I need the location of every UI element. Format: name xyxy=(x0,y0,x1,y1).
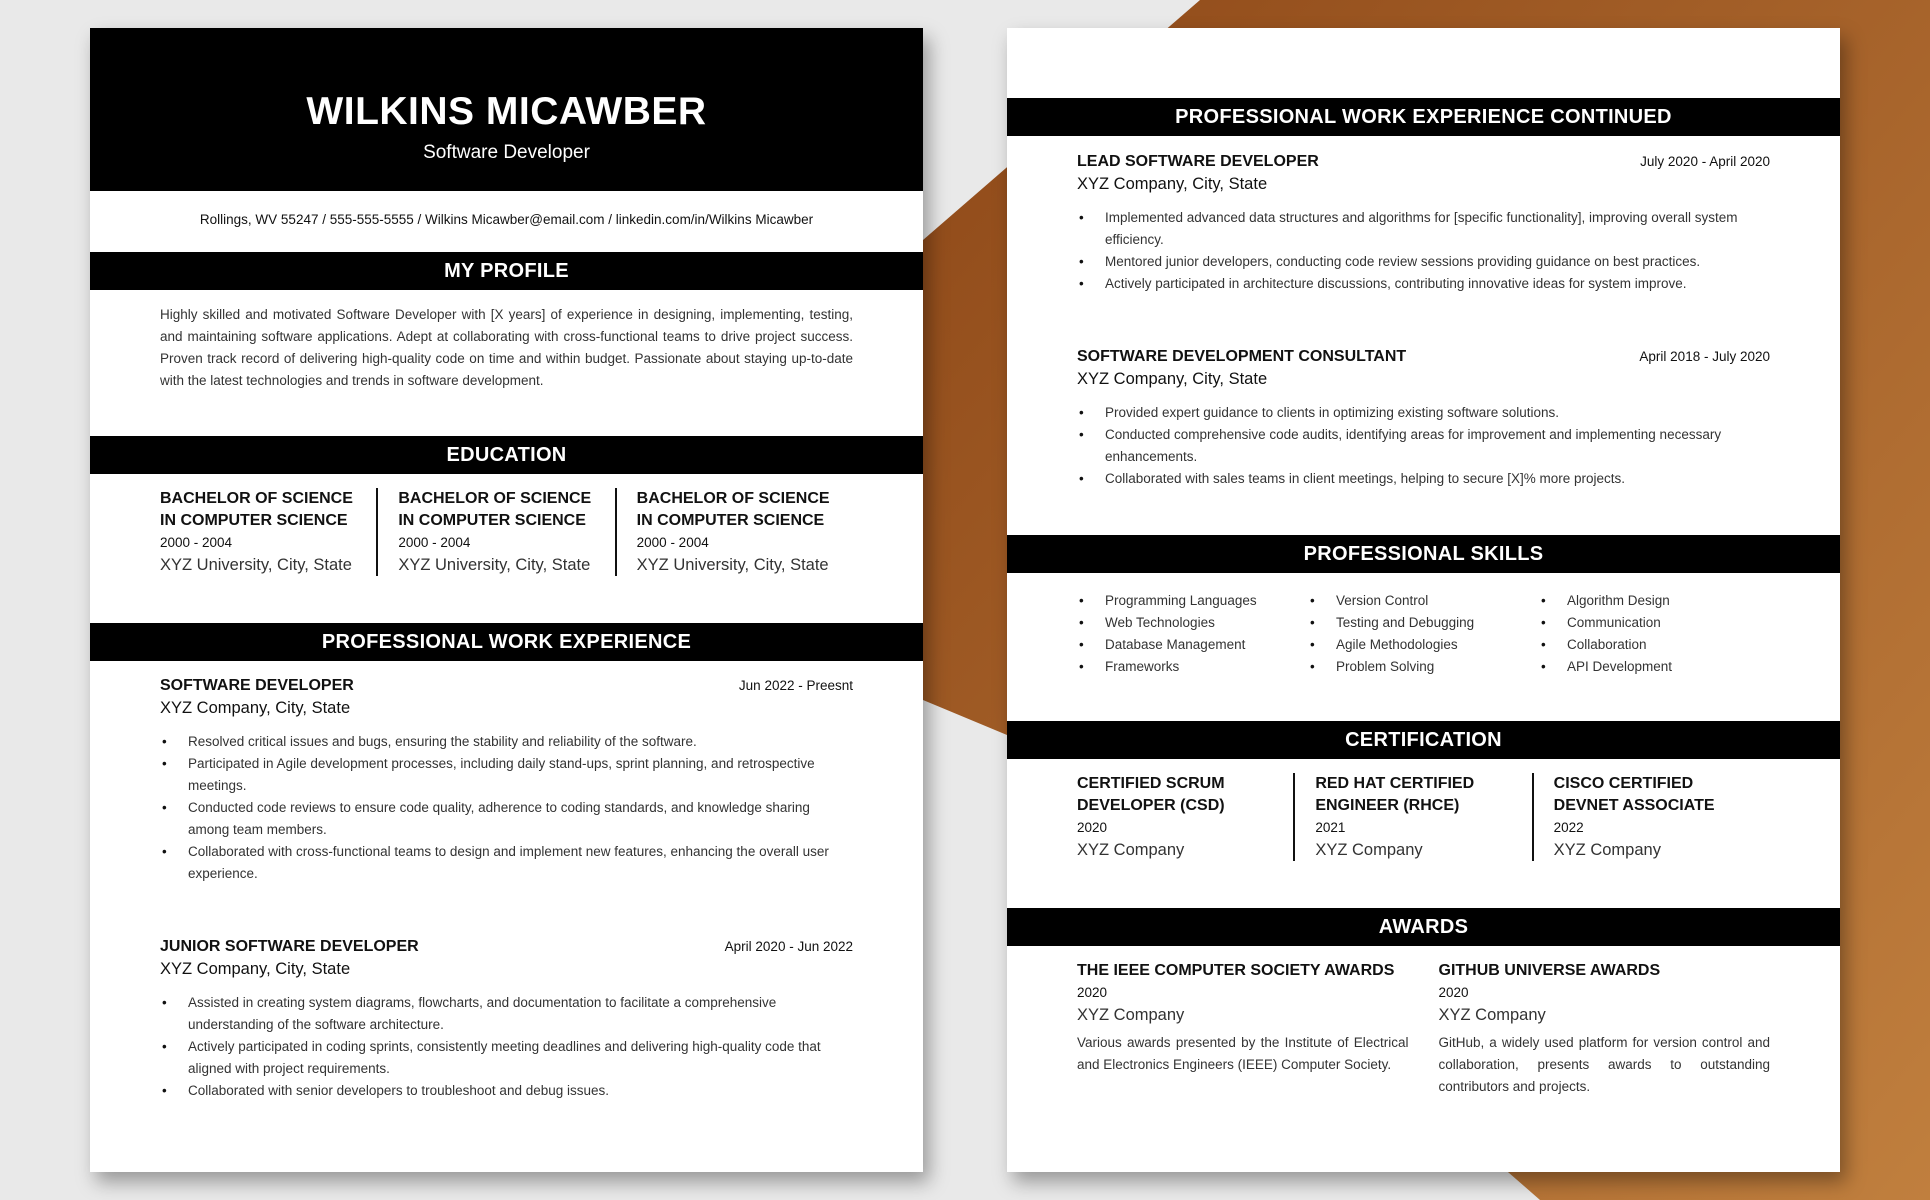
skill-item: • Database Management xyxy=(1077,634,1308,656)
skill-item: • API Development xyxy=(1539,656,1770,678)
bullet-item: • Participated in Agile development processes, including daily stand-ups, sprint planning, and retrospective meetings. xyxy=(160,753,853,797)
resume-header xyxy=(90,28,923,191)
certification-org: XYZ Company xyxy=(1315,841,1423,859)
award-item xyxy=(1077,960,1439,1098)
award-name: GITHUB UNIVERSE AWARDS xyxy=(1438,962,1661,979)
degree: BACHELOR OF SCIENCE IN COMPUTER SCIENCE xyxy=(160,490,353,529)
award-description: GitHub, a widely used platform for version control and collaboration, presents awards to outstanding contributors and projects. xyxy=(1438,1035,1770,1094)
job-title: JUNIOR SOFTWARE DEVELOPER xyxy=(160,938,419,955)
resume-page-1 xyxy=(90,28,923,1172)
certification-year: 2020 xyxy=(1077,820,1108,835)
certification-item xyxy=(1293,773,1531,861)
certification-item xyxy=(1077,773,1293,861)
award-year: 2020 xyxy=(1438,985,1469,1000)
award-description: Various awards presented by the Institute of Electrical and Electronics Engineers (IEEE) Computer Society. xyxy=(1077,1035,1409,1072)
education-years: 2000 - 2004 xyxy=(160,535,233,550)
job-company: XYZ Company, City, State xyxy=(160,960,351,978)
award-year: 2020 xyxy=(1077,985,1108,1000)
section-heading-education: EDUCATION xyxy=(90,436,923,474)
skill-item: • Collaboration xyxy=(1539,634,1770,656)
certification-org: XYZ Company xyxy=(1077,841,1185,859)
certification-item xyxy=(1532,773,1770,861)
certification-name: CERTIFIED SCRUM DEVELOPER (CSD) xyxy=(1077,775,1225,814)
job-header xyxy=(1077,346,1770,368)
education-item xyxy=(376,488,614,576)
bullet-item: • Implemented advanced data structures and algorithms for [specific functionality], improving overall system efficiency. xyxy=(1077,207,1770,251)
job-bullets xyxy=(160,992,853,1102)
section-heading-work-continued: PROFESSIONAL WORK EXPERIENCE CONTINUED xyxy=(1007,98,1840,136)
candidate-name: WILKINS MICAWBER xyxy=(306,90,707,133)
award-org: XYZ Company xyxy=(1438,1006,1546,1024)
section-heading-awards: AWARDS xyxy=(1007,908,1840,946)
job-entry xyxy=(90,936,923,1102)
job-title: LEAD SOFTWARE DEVELOPER xyxy=(1077,153,1319,170)
bullet-item: • Actively participated in architecture discussions, contributing innovative ideas for system improve. xyxy=(1077,273,1770,295)
awards-list xyxy=(1007,960,1840,1098)
bullet-item: • Conducted comprehensive code audits, identifying areas for improvement and implementing necessary enhancements. xyxy=(1077,424,1770,468)
job-header xyxy=(160,675,853,697)
skill-item: • Programming Languages xyxy=(1077,590,1308,612)
job-entry xyxy=(1007,151,1840,295)
bullet-item: • Resolved critical issues and bugs, ensuring the stability and reliability of the software. xyxy=(160,731,853,753)
job-header xyxy=(160,936,853,958)
job-bullets xyxy=(1077,402,1770,490)
bullet-item: • Assisted in creating system diagrams, flowcharts, and documentation to facilitate a comprehensive understanding of the software architecture. xyxy=(160,992,853,1036)
job-bullets xyxy=(1077,207,1770,295)
profile-text: Highly skilled and motivated Software Developer with [X years] of experience in designing, implementing, testing, and maintaining software applications. Adept at collaborating with cross-functional teams to drive project success. Proven track record of delivering high-quality code on time and within budget. Passionate about staying up-to-date with the latest technologies and trends in software development. xyxy=(160,307,853,388)
award-org: XYZ Company xyxy=(1077,1006,1185,1024)
job-entry xyxy=(90,675,923,885)
job-title: SOFTWARE DEVELOPER xyxy=(160,677,354,694)
job-header xyxy=(1077,151,1770,173)
bullet-item: • Collaborated with senior developers to troubleshoot and debug issues. xyxy=(160,1080,853,1102)
degree: BACHELOR OF SCIENCE IN COMPUTER SCIENCE xyxy=(398,490,592,529)
bullet-item: • Provided expert guidance to clients in optimizing existing software solutions. xyxy=(1077,402,1770,424)
award-name: THE IEEE COMPUTER SOCIETY AWARDS xyxy=(1077,962,1395,979)
skill-item: • Agile Methodologies xyxy=(1308,634,1539,656)
skill-item: • Problem Solving xyxy=(1308,656,1539,678)
section-heading-work: PROFESSIONAL WORK EXPERIENCE xyxy=(90,623,923,661)
certification-name: CISCO CERTIFIED DEVNET ASSOCIATE xyxy=(1553,775,1715,814)
award-item xyxy=(1439,960,1771,1098)
school: XYZ University, City, State xyxy=(160,556,352,574)
skill-item: • Web Technologies xyxy=(1077,612,1308,634)
bullet-item: • Mentored junior developers, conducting code review sessions providing guidance on best practices. xyxy=(1077,251,1770,273)
certification-year: 2022 xyxy=(1553,820,1584,835)
bullet-item: • Collaborated with cross-functional teams to design and implement new features, enhancing the overall user experience. xyxy=(160,841,853,885)
contact-info: Rollings, WV 55247 / 555-555-5555 / Wilkins Micawber@email.com / linkedin.com/in/Wilkins Micawber xyxy=(199,212,814,227)
certification-year: 2021 xyxy=(1315,820,1346,835)
section-heading-profile: MY PROFILE xyxy=(90,252,923,290)
job-dates: July 2020 - April 2020 xyxy=(1640,154,1770,169)
job-bullets xyxy=(160,731,853,885)
education-years: 2000 - 2004 xyxy=(636,535,709,550)
job-company: XYZ Company, City, State xyxy=(1077,370,1268,388)
skill-item: • Algorithm Design xyxy=(1539,590,1770,612)
school: XYZ University, City, State xyxy=(398,556,591,574)
skills-column xyxy=(1308,590,1539,678)
education-item xyxy=(160,488,376,576)
education-item xyxy=(615,488,853,576)
school: XYZ University, City, State xyxy=(636,556,829,574)
certification-list xyxy=(1007,773,1840,861)
certification-name: RED HAT CERTIFIED ENGINEER (RHCE) xyxy=(1315,775,1475,814)
skill-item: • Frameworks xyxy=(1077,656,1308,678)
job-company: XYZ Company, City, State xyxy=(160,699,351,717)
skill-item: • Version Control xyxy=(1308,590,1539,612)
job-dates: Jun 2022 - Preesnt xyxy=(738,678,853,693)
bullet-item: • Actively participated in coding sprints, consistently meeting deadlines and delivering high-quality code that aligned with project requirements. xyxy=(160,1036,853,1080)
education-list xyxy=(90,488,923,576)
candidate-role: Software Developer xyxy=(423,142,590,163)
skills-column xyxy=(1077,590,1308,678)
section-heading-certification: CERTIFICATION xyxy=(1007,721,1840,759)
job-entry xyxy=(1007,346,1840,490)
skills-list xyxy=(1007,590,1840,678)
job-dates: April 2018 - July 2020 xyxy=(1639,349,1770,364)
resume-page-2 xyxy=(1007,28,1840,1172)
certification-org: XYZ Company xyxy=(1553,841,1661,859)
skill-item: • Testing and Debugging xyxy=(1308,612,1539,634)
job-title: SOFTWARE DEVELOPMENT CONSULTANT xyxy=(1077,348,1407,365)
education-years: 2000 - 2004 xyxy=(398,535,471,550)
skills-column xyxy=(1539,590,1770,678)
job-company: XYZ Company, City, State xyxy=(1077,175,1268,193)
skill-item: • Communication xyxy=(1539,612,1770,634)
bullet-item: • Collaborated with sales teams in client meetings, helping to secure [X]% more projects. xyxy=(1077,468,1770,490)
section-heading-skills: PROFESSIONAL SKILLS xyxy=(1007,535,1840,573)
degree: BACHELOR OF SCIENCE IN COMPUTER SCIENCE xyxy=(636,490,830,529)
bullet-item: • Conducted code reviews to ensure code quality, adherence to coding standards, and knowledge sharing among team members. xyxy=(160,797,853,841)
job-dates: April 2020 - Jun 2022 xyxy=(724,939,853,954)
